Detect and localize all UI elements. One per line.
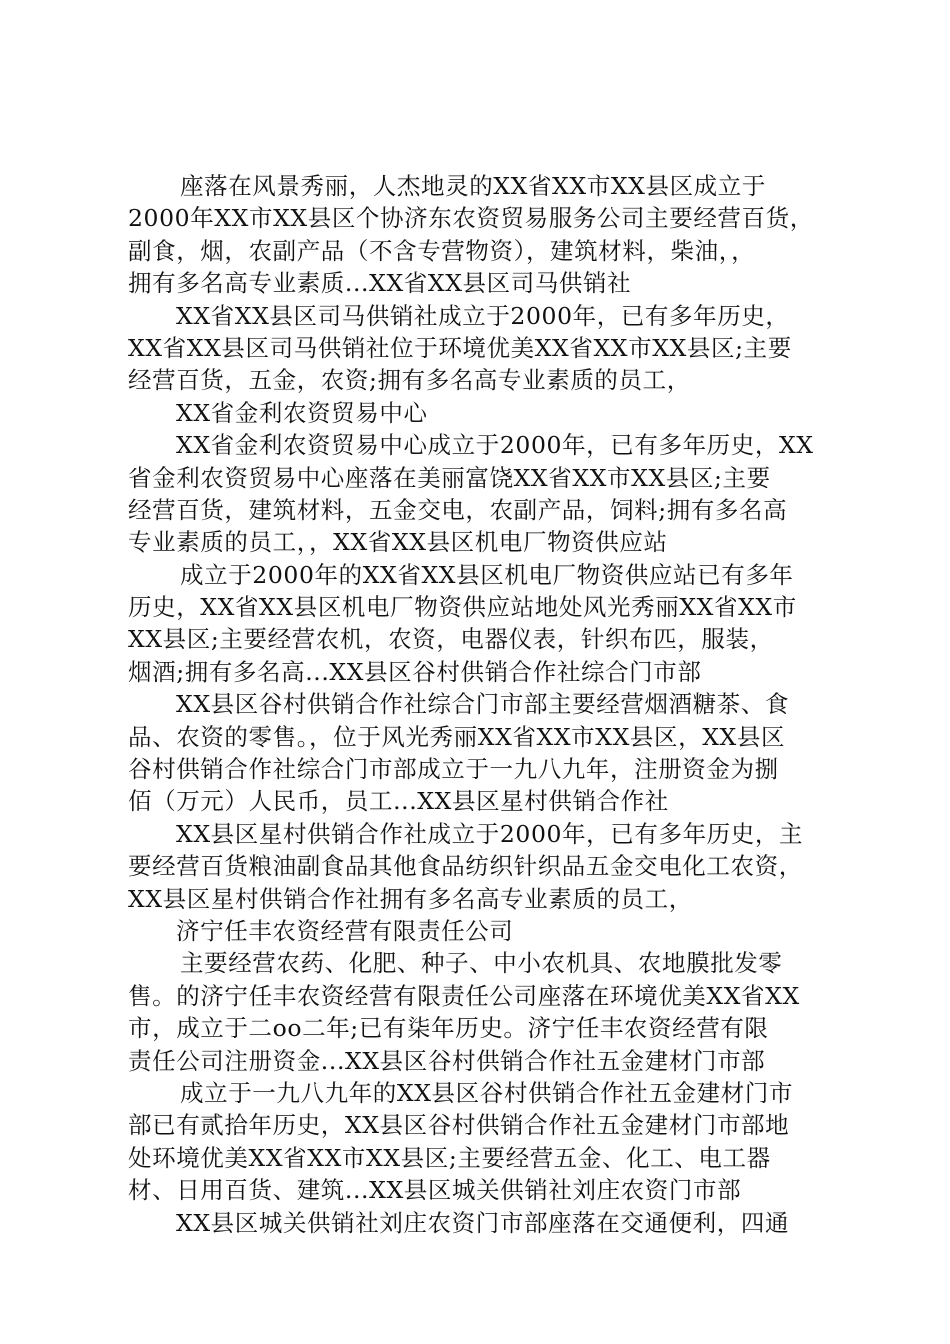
text-line: XX县区;主要经营农机，农资，电器仪表，针织布匹，服装，	[128, 625, 774, 654]
text-line: XX省金利农资贸易中心成立于2000年，已有多年历史，XX	[176, 431, 814, 460]
text-line: XX县区星村供销合作社拥有多名高专业素质的员工，	[128, 884, 693, 913]
text-line: XX县区星村供销合作社成立于2000年，已有多年历史，主	[176, 819, 804, 848]
text-line: XX省XX县区司马供销社成立于2000年，已有多年历史，	[176, 301, 790, 330]
text-line: XX省XX县区司马供销社位于环境优美XX省XX市XX县区;主要	[128, 333, 792, 362]
text-line: 佰（万元）人民币，员工...XX县区星村供销合作社	[128, 787, 669, 816]
text-line: 经营百货，建筑材料，五金交电，农副产品，饲料;拥有多名高	[128, 495, 788, 524]
text-line: 经营百货，五金，农资;拥有多名高专业素质的员工，	[128, 366, 691, 395]
text-line: 主要经营农药、化肥、种子、中小农机具、农地膜批发零	[180, 949, 783, 978]
text-line: 成立于一九八九年的XX县区谷村供销合作社五金建材门市	[180, 1078, 794, 1107]
text-line: 市，成立于二oo二年;已有柒年历史。济宁任丰农资经营有限	[128, 1014, 769, 1043]
text-line: 要经营百货粮油副食品其他食品纺织针织品五金交电化工农资，	[128, 852, 803, 881]
text-line: 副食，烟，农副产品（不含专营物资），建筑材料，柴油，，	[128, 236, 756, 265]
text-line: 处环境优美XX省XX市XX县区;主要经营五金、化工、电工器	[128, 1143, 771, 1172]
text-line: 烟酒;拥有多名高...XX县区谷村供销合作社综合门市部	[128, 657, 702, 686]
text-line: 2000年XX市XX县区个协济东农资贸易服务公司主要经营百货，	[128, 204, 814, 233]
text-line: 谷村供销合作社综合门市部成立于一九八九年，注册资金为捌	[128, 755, 779, 784]
text-line: 售。的济宁任丰农资经营有限责任公司座落在环境优美XX省XX	[128, 981, 800, 1010]
text-line: XX县区谷村供销合作社综合门市部主要经营烟酒糖茶、食	[176, 690, 790, 719]
text-line: XX县区城关供销社刘庄农资门市部座落在交通便利，四通	[176, 1208, 790, 1237]
text-line: 济宁任丰农资经营有限责任公司	[176, 916, 514, 945]
text-line: 部已有贰拾年历史，XX县区谷村供销合作社五金建材门市部地	[128, 1111, 790, 1140]
text-line: 拥有多名高专业素质...XX省XX县区司马供销社	[128, 269, 632, 298]
text-line: 品、农资的零售。，位于风光秀丽XX省XX市XX县区，XX县区	[128, 722, 786, 751]
text-line: 历史，XX省XX县区机电厂物资供应站地处风光秀丽XX省XX市	[128, 593, 797, 622]
text-line: 专业素质的员工，，XX省XX县区机电厂物资供应站	[128, 528, 668, 557]
text-line: 省金利农资贸易中心座落在美丽富饶XX省XX市XX县区;主要	[128, 463, 771, 492]
text-line: 座落在风景秀丽，人杰地灵的XX省XX市XX县区成立于	[180, 172, 766, 200]
text-line: 成立于2000年的XX省XX县区机电厂物资供应站已有多年	[180, 560, 794, 589]
document-body	[128, 170, 840, 1239]
text-line: 责任公司注册资金...XX县区谷村供销合作社五金建材门市部	[128, 1046, 766, 1075]
text-line: XX省金利农资贸易中心	[176, 398, 428, 427]
text-line: 材、日用百货、建筑...XX县区城关供销社刘庄农资门市部	[128, 1176, 742, 1205]
